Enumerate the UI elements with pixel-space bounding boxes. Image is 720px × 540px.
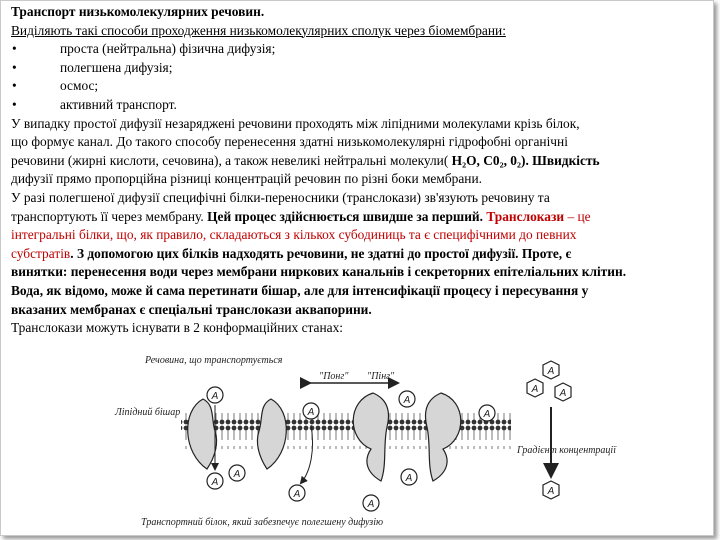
svg-text:A: A — [233, 469, 241, 480]
molecule-hexagon-icon — [555, 383, 571, 401]
svg-text:A: A — [293, 489, 301, 500]
intro-line: Виділяють такі способи проходження низькомолекулярних сполук через біомембрани: — [11, 22, 506, 38]
paragraph-line — [11, 152, 711, 171]
label-bilayer: Ліпідний бішар — [115, 407, 181, 418]
molecule-icon — [401, 469, 417, 485]
formula: H₂O, C0₂, 0₂ — [451, 152, 521, 168]
document-body — [11, 3, 711, 338]
label-protein: Транспортний білок, який забезпечує полегшену дифузію — [141, 517, 384, 528]
bullet-text: активний транспорт. — [60, 96, 177, 112]
text-run: Цей процес здійснюється швидше за перший. — [207, 208, 483, 224]
paragraph-line: Транслокази можуть існувати в 2 конформаційних станах: — [11, 320, 344, 336]
paragraph-line: вказаних мембранах є спеціальні транслокази аквапорини. — [11, 301, 372, 317]
paragraph-line: інтегральні білки, що, як правило, складаються з кількох субодиниць та є специфічними до певних — [11, 227, 577, 243]
text-run: – це — [567, 208, 591, 224]
molecule-hexagon-icon — [543, 361, 559, 379]
svg-text:A: A — [211, 391, 219, 402]
svg-text:A: A — [547, 366, 555, 377]
molecule-icon — [229, 465, 245, 481]
facilitated-diffusion-diagram — [111, 353, 616, 533]
bullet-text: полегшена дифузія; — [60, 59, 173, 75]
paragraph-line: винятки: перенесення води через мембрани ниркових канальнів і секреторних епітеліальних клітин. — [11, 264, 627, 280]
term-translocases: Транслокази — [486, 208, 565, 224]
text-run: ). Швидкість — [521, 152, 600, 168]
molecule-icon — [207, 473, 223, 489]
svg-text:A: A — [559, 388, 567, 399]
label-ping: "Пінг" — [367, 371, 395, 382]
bullet-item — [11, 40, 711, 59]
bullet-dot: • — [12, 41, 17, 57]
text-run: . З допомогою цих білків надходять речовини, не здатні до простої дифузії. Проте, є — [70, 245, 572, 261]
text-run: речовини (жирні кислоти, сечовина), а також невеликі нейтральні молекули( — [11, 152, 449, 168]
bullet-dot: • — [12, 59, 17, 75]
svg-text:A: A — [547, 486, 555, 497]
paragraph-line — [11, 208, 711, 227]
paragraph-line: Вода, як відомо, може й сама перетинати бішар, але для інтенсифікації процесу і пересування у — [11, 282, 589, 298]
bullet-item — [11, 77, 711, 96]
svg-text:A: A — [405, 473, 413, 484]
molecule-hexagon-icon — [527, 379, 543, 397]
molecule-icon — [289, 485, 305, 501]
molecule-icon — [363, 495, 379, 511]
svg-text:A: A — [403, 395, 411, 406]
bullet-dot: • — [12, 78, 17, 94]
molecule-hexagon-icon — [543, 481, 559, 499]
molecule-icon — [303, 403, 319, 419]
svg-text:A: A — [211, 477, 219, 488]
svg-text:A: A — [367, 499, 375, 510]
bullet-dot: • — [12, 96, 17, 112]
paragraph-line: У разі полегшеної дифузії специфічні білки-переносники (транслокази) зв'язують речовину та — [11, 189, 550, 205]
svg-text:A: A — [483, 409, 491, 420]
label-substance: Речовина, що транспортується — [145, 355, 283, 366]
bullet-item — [11, 96, 711, 115]
paragraph-line — [11, 245, 711, 264]
svg-text:A: A — [307, 407, 315, 418]
molecule-icon — [399, 391, 415, 407]
molecule-icon — [207, 387, 223, 403]
label-pong: "Понг" — [319, 371, 349, 382]
label-gradient: Градієнт концентрації — [517, 445, 616, 456]
paragraph-line: дифузії прямо пропорційна різниці концентрацій речовин по різні боки мембрани. — [11, 171, 482, 187]
text-run: субстратів — [11, 245, 71, 261]
page-title: Транспорт низькомолекулярних речовин. — [11, 4, 265, 19]
svg-text:A: A — [531, 384, 539, 395]
paragraph-line: У випадку простої дифузії незаряджені речовини проходять між ліпідними молекулами крізь білок, — [11, 115, 580, 131]
paragraph-line: що формує канал. До такого способу перенесення здатні низькомолекулярні гідрофобні органічні — [11, 134, 568, 150]
lipid-bilayer — [181, 413, 511, 449]
bullet-text: проста (нейтральна) фізична дифузія; — [60, 41, 276, 57]
bullet-text: осмос; — [60, 78, 99, 94]
bullet-item — [11, 59, 711, 78]
text-run: транспортують її через мембрану. — [11, 208, 204, 224]
molecule-icon — [479, 405, 495, 421]
